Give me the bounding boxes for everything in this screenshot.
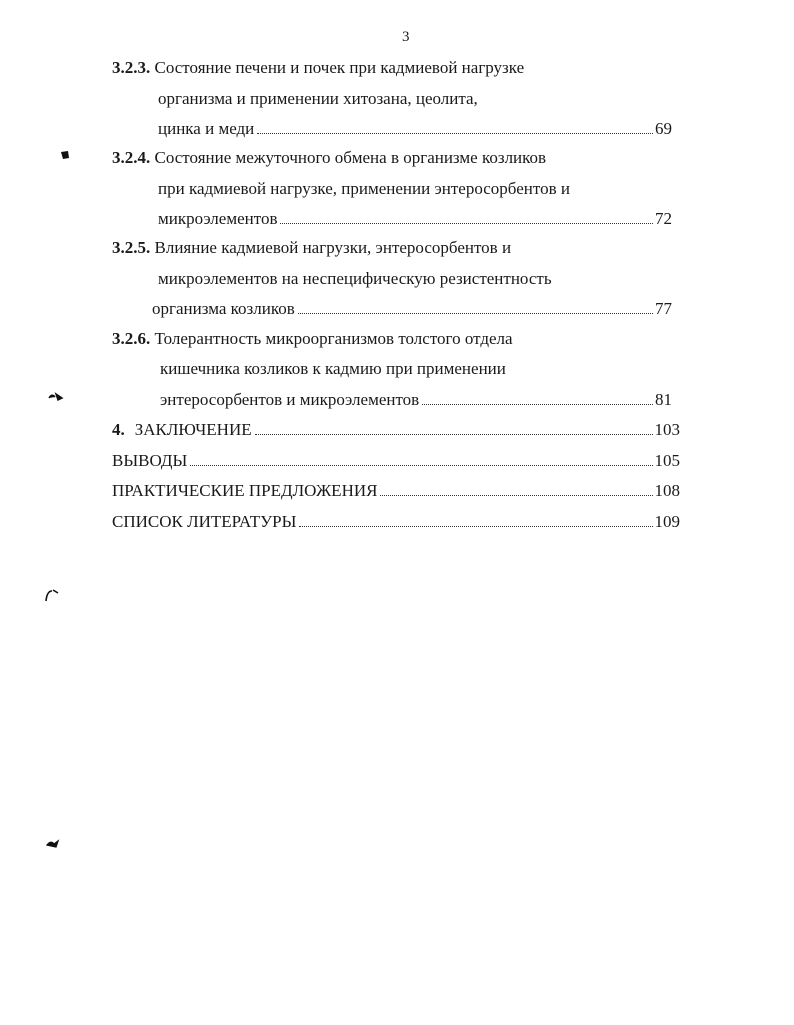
toc-section-title: ПРАКТИЧЕСКИЕ ПРЕДЛОЖЕНИЯ <box>112 481 378 500</box>
toc-page-number: 105 <box>654 451 680 470</box>
dot-leader <box>380 494 652 496</box>
dot-leader <box>422 403 653 405</box>
scan-mark-icon <box>44 588 60 606</box>
toc-page-number: 109 <box>654 512 680 531</box>
toc-entry-number: 3.2.6. <box>112 329 151 348</box>
toc-section-title: ВЫВОДЫ <box>112 451 188 470</box>
scan-mark-icon <box>46 838 60 854</box>
toc-entry-line: микроэлементов <box>158 209 278 228</box>
toc-page-number: 72 <box>655 209 672 228</box>
toc-entry-number: 3.2.3. <box>112 58 151 77</box>
toc-entry-line: цинка и меди <box>158 119 255 138</box>
toc-page-number: 108 <box>654 481 680 500</box>
toc-entry-3-2-5-last[interactable] <box>152 298 672 320</box>
dot-leader <box>255 433 653 435</box>
toc-entry-3-2-6-last[interactable] <box>160 389 672 411</box>
toc-section-references[interactable] <box>112 511 680 533</box>
toc-entry-3-2-4-heading <box>112 147 546 169</box>
toc-page-number: 103 <box>654 420 680 439</box>
toc-entry-line: Влияние кадмиевой нагрузки, энтеросорбентов и <box>154 238 512 257</box>
toc-entry-line: Состояние межуточного обмена в организме козликов <box>154 148 547 167</box>
page-number: 3 <box>402 29 410 45</box>
dot-leader <box>299 525 652 527</box>
toc-section-number: 4. <box>112 420 125 439</box>
dot-leader <box>298 312 653 314</box>
toc-section-conclusion[interactable] <box>112 419 680 441</box>
scan-mark-icon <box>48 390 64 406</box>
toc-entry-line: Состояние печени и почек при кадмиевой нагрузке <box>154 58 525 77</box>
toc-page-number: 77 <box>655 299 672 318</box>
toc-entry-number: 3.2.4. <box>112 148 151 167</box>
toc-entry-line: микроэлементов на неспецифическую резистентность <box>158 269 552 288</box>
dot-leader <box>257 132 653 134</box>
toc-entry-3-2-5-heading <box>112 237 511 259</box>
toc-entry-line: при кадмиевой нагрузке, применении энтеросорбентов и <box>158 179 570 198</box>
toc-page-number: 69 <box>655 119 672 138</box>
toc-entry-3-2-4-last[interactable] <box>158 208 672 230</box>
scan-mark-icon <box>60 148 70 164</box>
toc-entry-3-2-6-heading <box>112 328 513 350</box>
toc-section-practical-proposals[interactable] <box>112 480 680 502</box>
toc-section-title: ЗАКЛЮЧЕНИЕ <box>134 420 252 439</box>
toc-page-number: 81 <box>655 390 672 409</box>
dot-leader <box>280 222 653 224</box>
dot-leader <box>190 464 652 466</box>
toc-entry-line: организма и применении хитозана, цеолита, <box>158 89 478 108</box>
toc-entry-3-2-3-last[interactable] <box>158 118 672 140</box>
toc-section-conclusions[interactable] <box>112 450 680 472</box>
toc-entry-line: кишечника козликов к кадмию при применении <box>160 359 506 378</box>
toc-entry-line: энтеросорбентов и микроэлементов <box>160 390 420 409</box>
toc-entry-number: 3.2.5. <box>112 238 151 257</box>
toc-entry-3-2-3-heading <box>112 57 524 79</box>
toc-entry-line: организма козликов <box>152 299 295 318</box>
toc-entry-line: Толерантность микроорганизмов толстого отдела <box>154 329 513 348</box>
toc-section-title: СПИСОК ЛИТЕРАТУРЫ <box>112 512 297 531</box>
